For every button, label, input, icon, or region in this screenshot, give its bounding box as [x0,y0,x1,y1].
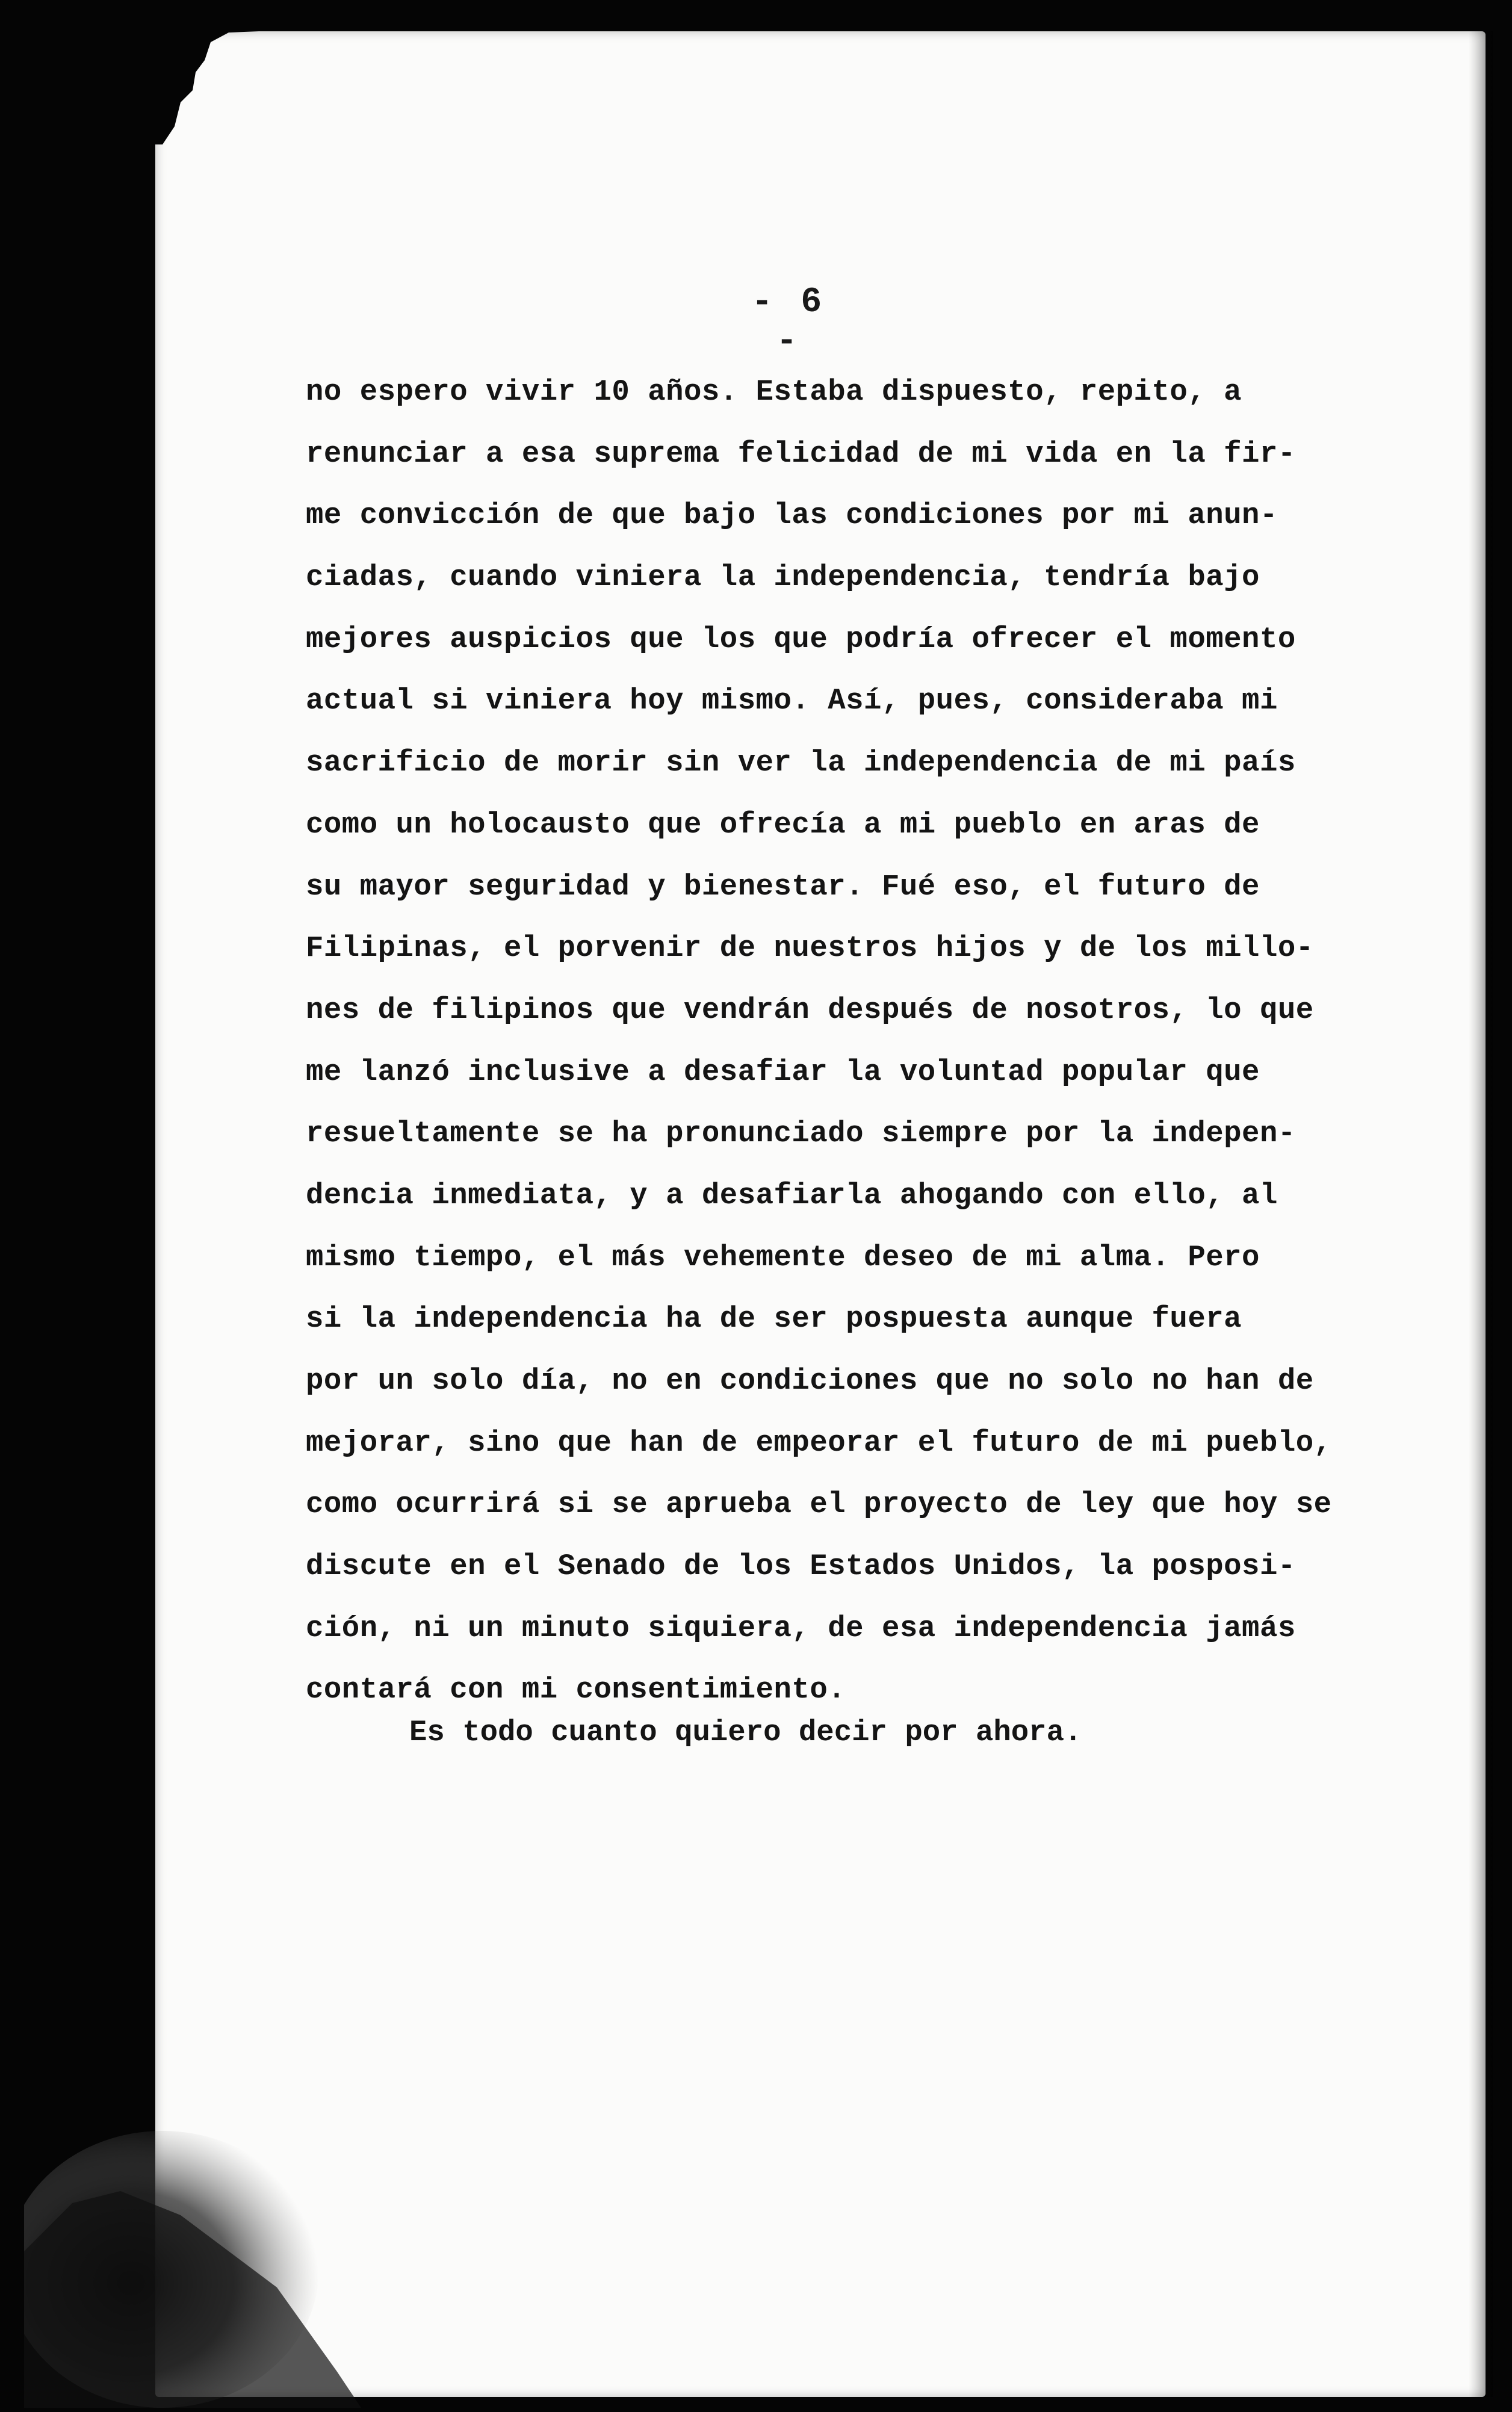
text-line: me convicción de que bajo las condiciones por mi anun- [306,498,1278,533]
text-line: como un holocausto que ofrecía a mi pueblo en aras de [306,807,1260,842]
text-line: renunciar a esa suprema felicidad de mi vida en la fir- [306,436,1296,471]
text-line: mismo tiempo, el más vehemente deseo de mi alma. Pero [306,1240,1260,1274]
text-line: ciadas, cuando viniera la independencia, tendría bajo [306,560,1260,595]
page-edge-shadow [1469,31,1493,2397]
text-line: como ocurrirá si se aprueba el proyecto de ley que hoy se [306,1487,1332,1522]
page-number: - 6 - [751,283,826,361]
text-line: dencia inmediata, y a desafiarla ahogando con ello, al [306,1178,1278,1212]
text-line: Filipinas, el porvenir de nuestros hijos y de los millo- [306,931,1314,966]
text-line: por un solo día, no en condiciones que no solo no han de [306,1364,1314,1398]
text-line: resueltamente se ha pronunciado siempre por la indepen- [306,1117,1296,1151]
text-line: mejorar, sino que han de empeorar el futuro de mi pueblo, [306,1425,1332,1460]
body-text [306,361,1365,1721]
text-line: me lanzó inclusive a desafiar la voluntad popular que [306,1055,1260,1089]
text-line: si la independencia ha de ser pospuesta aunque fuera [306,1302,1242,1336]
text-line: discute en el Senado de los Estados Unidos, la posposi- [306,1549,1296,1584]
scan-smudge [24,2071,385,2408]
text-line: no espero vivir 10 años. Estaba dispuesto, repito, a [306,375,1242,409]
closing-line: Es todo cuanto quiero decir por ahora. [409,1716,1082,1749]
text-line: ción, ni un minuto siquiera, de esa independencia jamás [306,1611,1296,1645]
text-line: nes de filipinos que vendrán después de nosotros, lo que [306,993,1314,1027]
torn-corner-mark [138,24,259,144]
text-line: su mayor seguridad y bienestar. Fué eso, el futuro de [306,869,1260,904]
text-line: actual si viniera hoy mismo. Así, pues, consideraba mi [306,684,1278,718]
text-line: contará con mi consentimiento. [306,1673,846,1707]
text-line: sacrificio de morir sin ver la independencia de mi país [306,746,1296,780]
text-line: mejores auspicios que los que podría ofrecer el momento [306,622,1296,656]
